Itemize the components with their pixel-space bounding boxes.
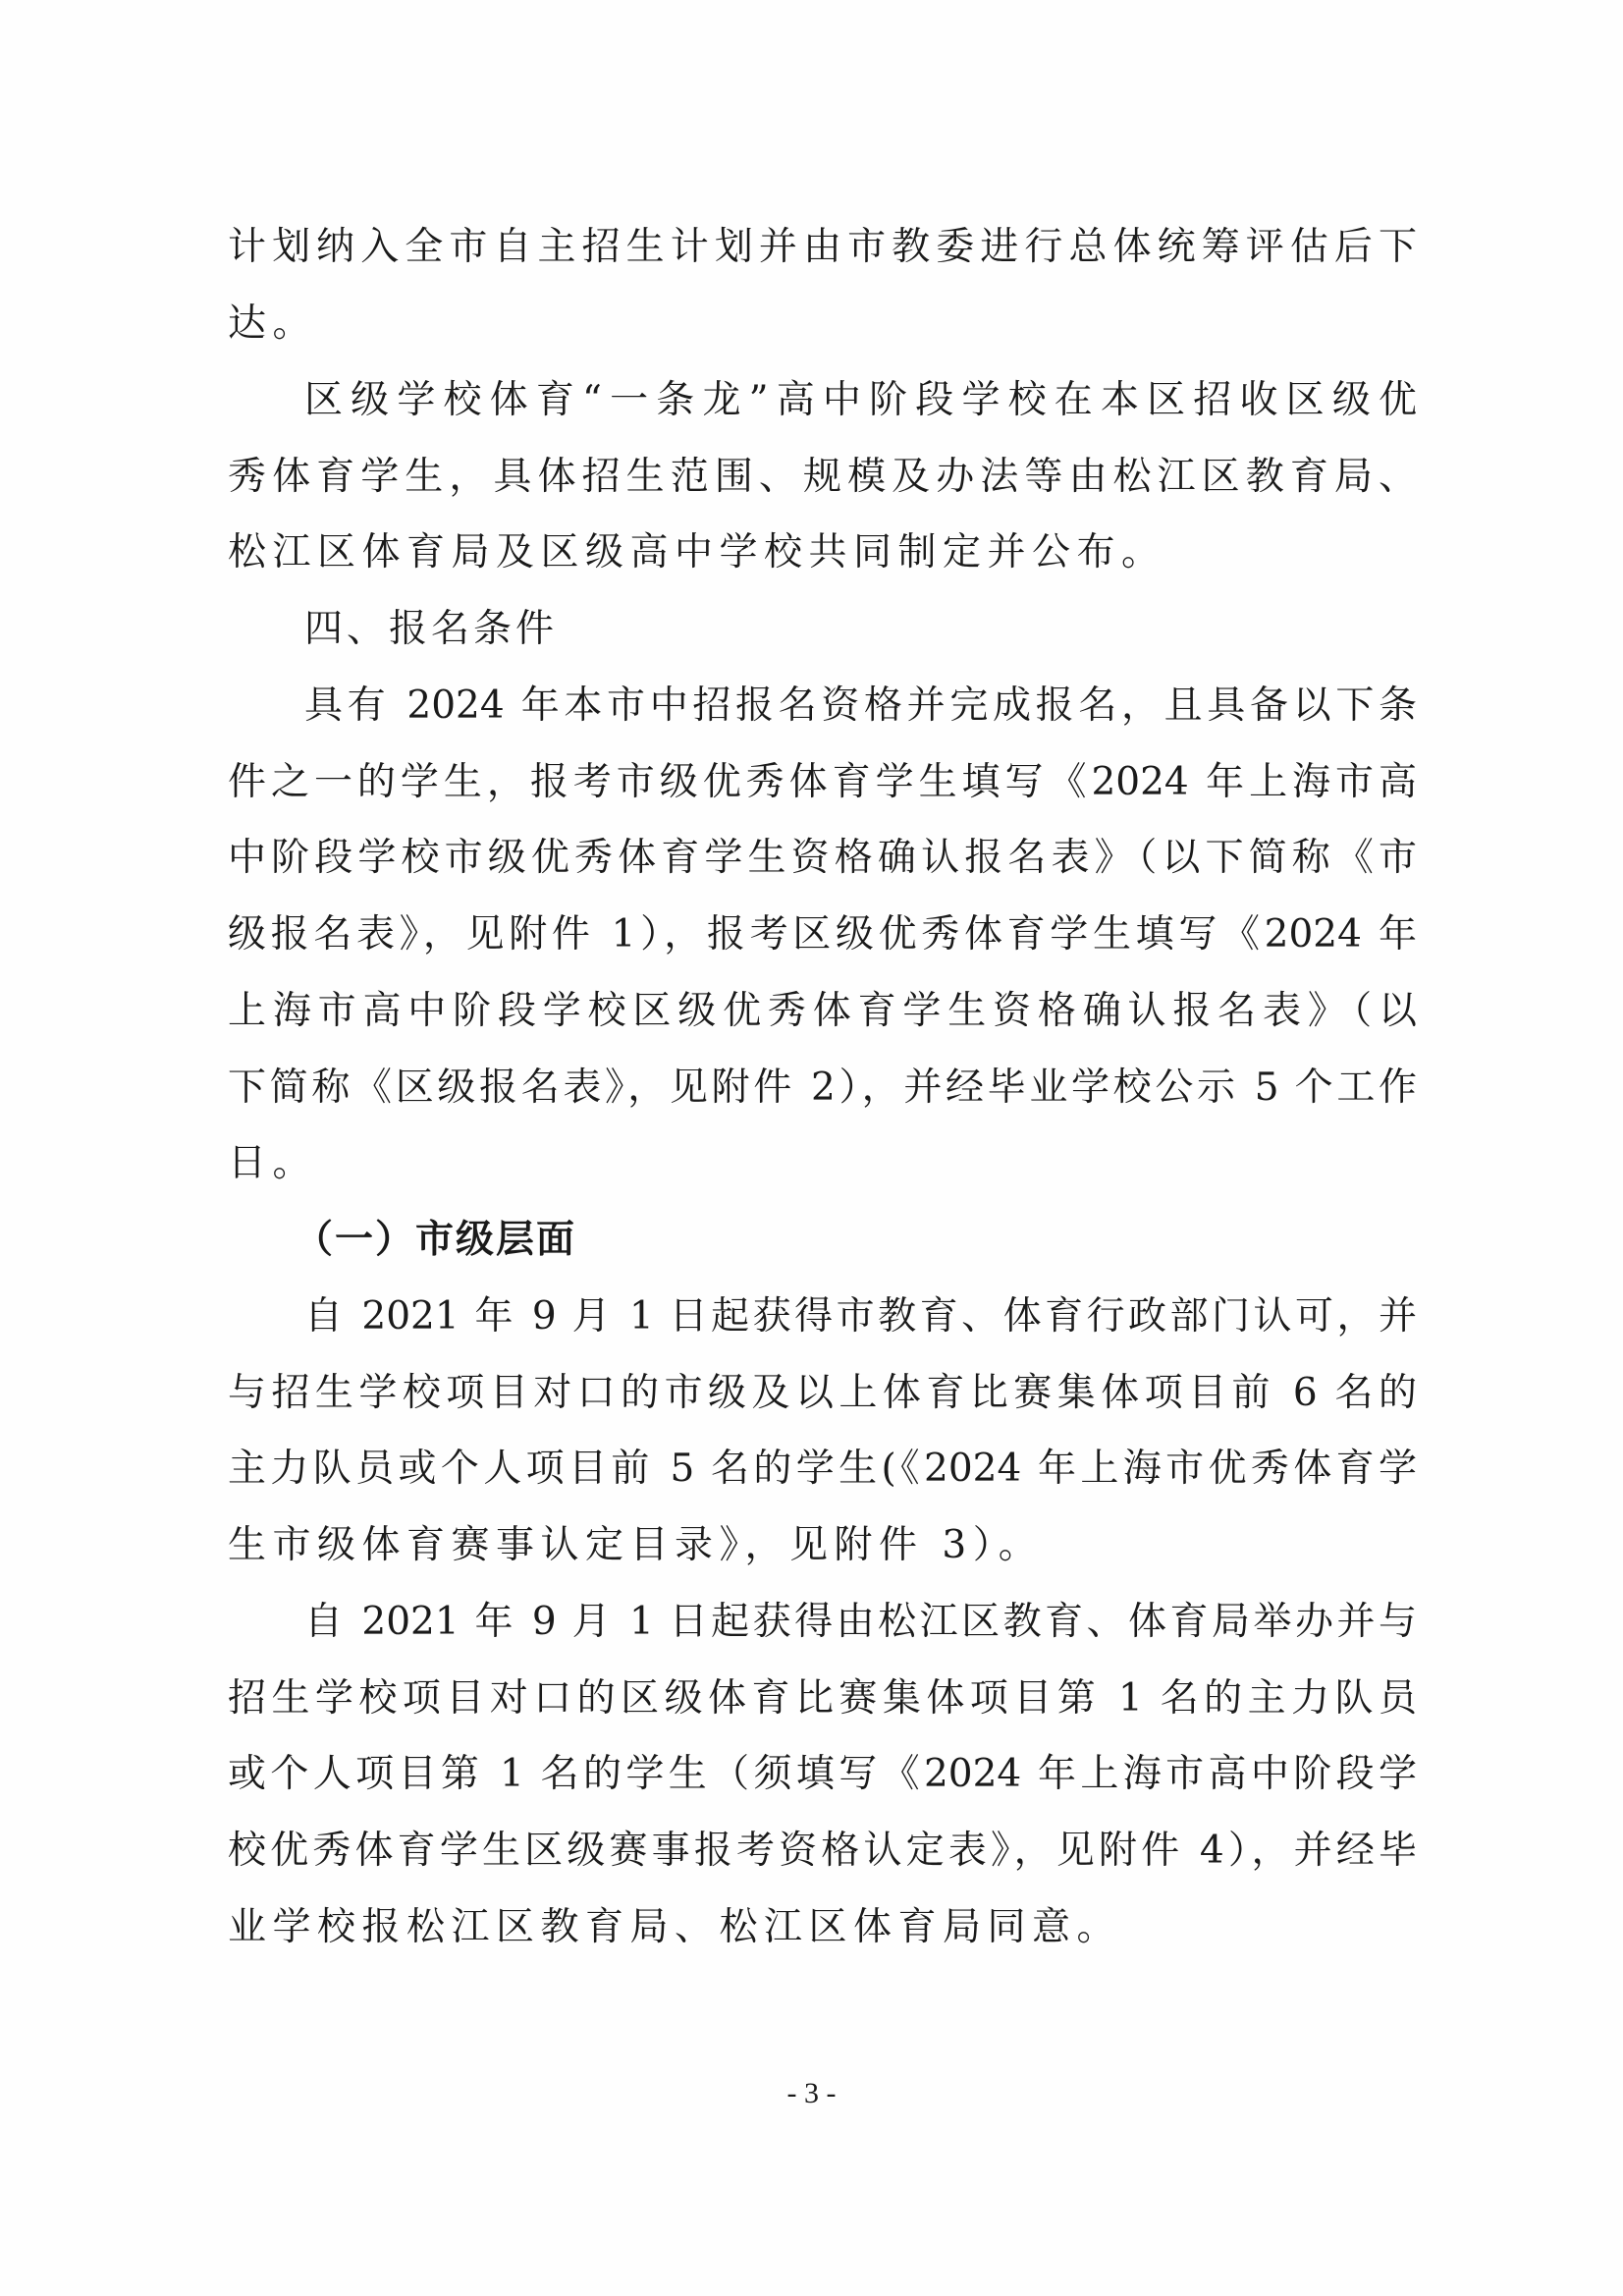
paragraph-line: 自 2021 年 9 月 1 日起获得由松江区教育、体育局举办并与 (304, 1600, 1417, 1644)
paragraph-line: 校优秀体育学生区级赛事报考资格认定表》，见附件 4），并经毕 (228, 1829, 1417, 1873)
paragraph-line: 业学校报松江区教育局、松江区体育局同意。 (228, 1905, 1122, 1949)
paragraph-line: 自 2021 年 9 月 1 日起获得市教育、体育行政部门认可，并 (304, 1294, 1417, 1339)
subsection-heading: （一）市级层面 (295, 1218, 577, 1262)
paragraph-line: 或个人项目第 1 名的学生（须填写《2024 年上海市高中阶段学 (228, 1752, 1417, 1796)
paragraph-line: 上海市高中阶段学校区级优秀体育学生资格确认报名表》（以 (228, 989, 1417, 1033)
paragraph-line: 计划纳入全市自主招生计划并由市教委进行总体统筹评估后下 (228, 225, 1417, 269)
paragraph-line: 松江区体育局及区级高中学校共同制定并公布。 (228, 530, 1166, 574)
section-heading: 四、报名条件 (304, 607, 559, 651)
paragraph-line: 级报名表》，见附件 1），报考区级优秀体育学生填写《2024 年 (228, 912, 1417, 957)
paragraph-line: 具有 2024 年本市中招报名资格并完成报名，且具备以下条 (304, 683, 1417, 728)
paragraph-line: 秀体育学生，具体招生范围、规模及办法等由松江区教育局、 (228, 455, 1417, 499)
page-number: - 3 - (786, 2077, 837, 2109)
paragraph-line: 招生学校项目对口的区级体育比赛集体项目第 1 名的主力队员 (228, 1676, 1417, 1721)
paragraph-line: 下简称《区级报名表》，见附件 2），并经毕业学校公示 5 个工作 (228, 1066, 1417, 1110)
paragraph-line: 区级学校体育“一条龙”高中阶段学校在本区招收区级优 (304, 378, 1417, 422)
paragraph-line: 生市级体育赛事认定目录》，见附件 3）。 (228, 1523, 1044, 1567)
paragraph-line: 达。 (228, 301, 318, 346)
paragraph-line: 日。 (228, 1141, 318, 1185)
paragraph-line: 与招生学校项目对口的市级及以上体育比赛集体项目前 6 名的 (228, 1371, 1417, 1415)
paragraph-line: 主力队员或个人项目前 5 名的学生(《2024 年上海市优秀体育学 (228, 1447, 1417, 1491)
paragraph-line: 件之一的学生，报考市级优秀体育学生填写《2024 年上海市高 (228, 760, 1417, 804)
paragraph-line: 中阶段学校市级优秀体育学生资格确认报名表》（以下简称《市 (228, 836, 1417, 880)
